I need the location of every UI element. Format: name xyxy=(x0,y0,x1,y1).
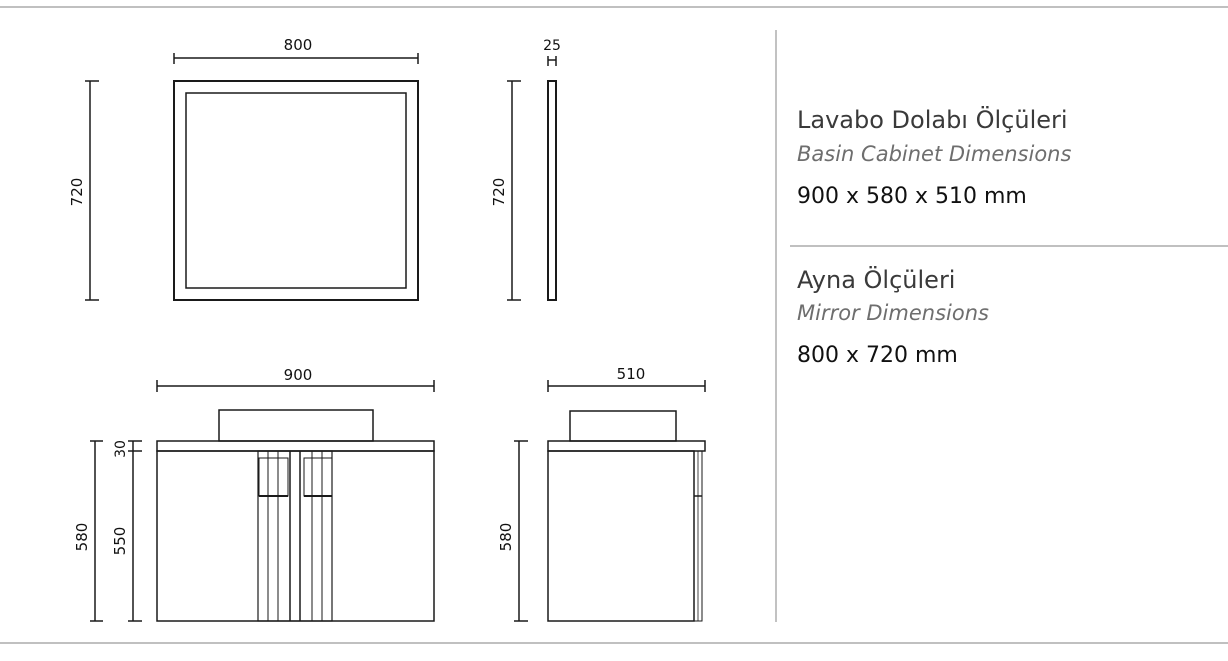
mirror-frame xyxy=(174,81,418,300)
cabinet-front-view xyxy=(90,380,434,621)
countertop-side xyxy=(548,441,705,451)
basin-cabinet-title: Lavabo Dolabı Ölçüleri xyxy=(797,106,1068,134)
label-mirror-width: 800 xyxy=(283,36,313,54)
right-handle xyxy=(304,458,332,496)
label-body-height: 550 xyxy=(111,526,129,556)
countertop xyxy=(157,441,434,451)
mirror-side-view xyxy=(507,56,556,300)
basin xyxy=(219,410,373,441)
mirror-dimensions: 800 x 720 mm xyxy=(797,343,958,368)
label-cabinet-depth: 510 xyxy=(616,365,646,383)
mirror-front-view xyxy=(85,53,418,300)
basin-cabinet-dimensions: 900 x 580 x 510 mm xyxy=(797,184,1027,209)
center-panel xyxy=(258,451,332,621)
label-cabinet-height: 580 xyxy=(73,522,91,552)
mirror-profile xyxy=(548,81,556,300)
mirror-glass xyxy=(186,93,406,288)
mirror-subtitle: Mirror Dimensions xyxy=(797,301,989,325)
cabinet-body-side xyxy=(548,451,694,621)
label-mirror-depth: 25 xyxy=(543,38,561,54)
basin-cabinet-subtitle: Basin Cabinet Dimensions xyxy=(797,142,1072,166)
mirror-title: Ayna Ölçüleri xyxy=(797,266,956,294)
cabinet-body xyxy=(157,451,434,621)
basin-side xyxy=(570,411,676,441)
label-mirror-side-height: 720 xyxy=(490,177,508,207)
label-countertop-thickness: 30 xyxy=(113,440,129,458)
label-cabinet-side-height: 580 xyxy=(497,522,515,552)
label-cabinet-width: 900 xyxy=(283,366,313,384)
left-handle xyxy=(259,458,288,496)
label-mirror-height: 720 xyxy=(68,177,86,207)
cabinet-side-view xyxy=(514,380,705,621)
